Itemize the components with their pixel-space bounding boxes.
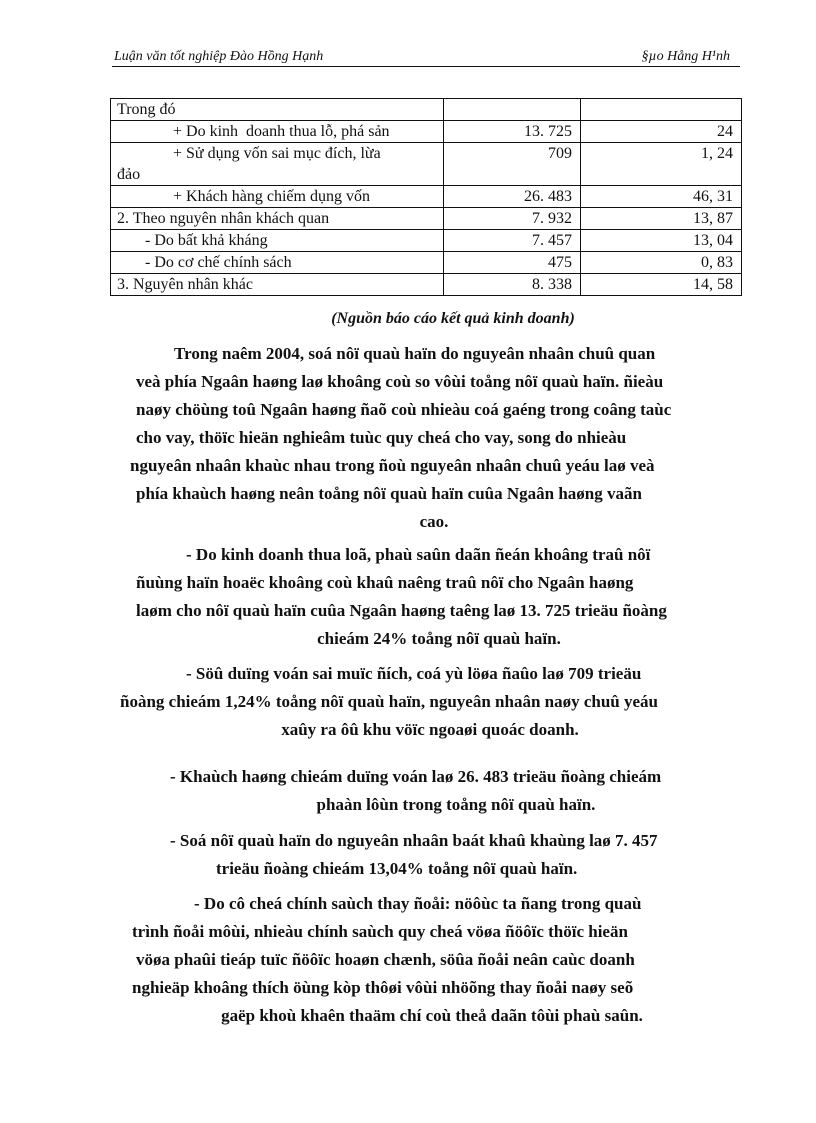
text-line: ñuùng haïn hoaëc khoâng coù khaû naêng traû nôï cho Ngaân haøng bbox=[136, 573, 634, 592]
text-line: xaûy ra ôû khu vöïc ngoaøi quoác doanh. bbox=[281, 720, 579, 739]
text-line: phaàn lôùn trong toång nôï quaù haïn. bbox=[316, 795, 596, 814]
table-cell-label: - Do cơ chế chính sách bbox=[111, 252, 444, 274]
text-line: - Do kinh doanh thua loã, phaù saûn daãn ñeán khoâng traû nôï bbox=[186, 545, 651, 564]
paragraph-misuse bbox=[120, 660, 740, 744]
text-line: trieäu ñoàng chieám 13,04% toång nôï quaù haïn. bbox=[216, 859, 578, 878]
table-cell-label: - Do bất khả kháng bbox=[111, 230, 444, 252]
table-row bbox=[111, 121, 742, 143]
table-cell-value: 7. 932 bbox=[444, 208, 581, 230]
table-cell-percent: 24 bbox=[581, 121, 742, 143]
table-row bbox=[111, 274, 742, 296]
table-cell-value: 709 bbox=[444, 143, 581, 186]
text-line: gaëp khoù khaên thaäm chí coù theå daãn tôùi phaù saûn. bbox=[221, 1006, 643, 1025]
table-row bbox=[111, 230, 742, 252]
table-cell-percent: 14, 58 bbox=[581, 274, 742, 296]
header-right-text: §µo Hång H¹nh bbox=[641, 49, 730, 64]
text-line: vöøa phaûi tieáp tuïc ñöôïc hoaøn chænh, söûa ñoåi neân caùc doanh bbox=[136, 950, 635, 969]
paragraph-business-loss bbox=[136, 541, 742, 653]
text-line: - Soá nôï quaù haïn do nguyeân nhaân baát khaû khaùng laø 7. 457 bbox=[170, 831, 658, 850]
overdue-debt-table bbox=[110, 98, 742, 296]
table-cell-value bbox=[444, 99, 581, 121]
table-cell-label: 2. Theo nguyên nhân khách quan bbox=[111, 208, 444, 230]
text-line: nghieäp khoâng thích öùng kòp thôøi vôùi nhöõng thay ñoåi naøy seõ bbox=[132, 978, 634, 997]
table-cell-value: 7. 457 bbox=[444, 230, 581, 252]
table-row bbox=[111, 143, 742, 186]
text-line: chieám 24% toång nôï quaù haïn. bbox=[317, 629, 561, 648]
table-cell-label: + Khách hàng chiếm dụng vốn bbox=[111, 186, 444, 208]
table-cell-value: 26. 483 bbox=[444, 186, 581, 208]
table-cell-percent: 13, 87 bbox=[581, 208, 742, 230]
paragraph-summary bbox=[130, 340, 738, 536]
text-line: naøy chöùng toû Ngaân haøng ñaõ coù nhieàu coá gaéng trong coâng taùc bbox=[136, 400, 672, 419]
text-line: - Khaùch haøng chieám duïng voán laø 26. 483 trieäu ñoàng chieám bbox=[170, 767, 662, 786]
table-cell-label bbox=[111, 143, 444, 186]
text-line: trình ñoåi môùi, nhieàu chính saùch quy cheá vöøa ñöôïc thöïc hieän bbox=[132, 922, 628, 941]
page-header bbox=[112, 47, 740, 67]
table-cell-label-line: + Sử dụng vốn sai mục đích, lừa bbox=[117, 145, 381, 162]
text-line: ñoàng chieám 1,24% toång nôï quaù haïn, nguyeân nhaân naøy chuû yeáu bbox=[120, 692, 659, 711]
table-cell-percent: 1, 24 bbox=[581, 143, 742, 186]
source-note: (Nguồn báo cáo kết quả kinh doanh) bbox=[331, 310, 575, 327]
text-line: laøm cho nôï quaù haïn cuûa Ngaân haøng taêng laø 13. 725 trieäu ñoàng bbox=[136, 601, 667, 620]
text-line: cho vay, thöïc hieän nghieâm tuùc quy cheá cho vay, song do nhieàu bbox=[136, 428, 627, 447]
header-left-text: Luận văn tốt nghiệp Đào Hồng Hạnh bbox=[114, 49, 324, 64]
table-cell-label-line: đảo bbox=[117, 166, 141, 183]
text-line: - Söû duïng voán sai muïc ñích, coá yù löøa ñaûo laø 709 trieäu bbox=[186, 664, 642, 683]
paragraph-policy-change bbox=[132, 890, 732, 1030]
table-cell-percent: 46, 31 bbox=[581, 186, 742, 208]
table-cell-percent: 13, 04 bbox=[581, 230, 742, 252]
text-line: nguyeân nhaân khaùc nhau trong ñoù nguyeân nhaân chuû yeáu laø veà bbox=[130, 456, 655, 475]
table-cell-percent bbox=[581, 99, 742, 121]
text-line: phía khaùch haøng neân toång nôï quaù haïn cuûa Ngaân haøng vaãn bbox=[136, 484, 642, 503]
text-line: cao. bbox=[419, 512, 449, 531]
table-cell-label: 3. Nguyên nhân khác bbox=[111, 274, 444, 296]
paragraph-force-majeure bbox=[170, 827, 742, 883]
text-line: - Do cô cheá chính saùch thay ñoåi: nöôùc ta ñang trong quaù bbox=[194, 894, 642, 913]
table-row bbox=[111, 252, 742, 274]
text-line: veà phía Ngaân haøng laø khoâng coù so vôùi toång nôï quaù haïn. ñieàu bbox=[136, 372, 664, 391]
paragraph-appropriation bbox=[170, 763, 742, 819]
table-cell-value: 475 bbox=[444, 252, 581, 274]
table-cell-percent: 0, 83 bbox=[581, 252, 742, 274]
table-cell-label: + Do kinh doanh thua lỗ, phá sản bbox=[111, 121, 444, 143]
table-cell-value: 13. 725 bbox=[444, 121, 581, 143]
table-row bbox=[111, 208, 742, 230]
header-rule bbox=[112, 66, 740, 67]
text-line: Trong naêm 2004, soá nôï quaù haïn do nguyeân nhaân chuû quan bbox=[174, 344, 656, 363]
table-cell-value: 8. 338 bbox=[444, 274, 581, 296]
table-row bbox=[111, 186, 742, 208]
table-cell-label: Trong đó bbox=[111, 99, 444, 121]
table-row bbox=[111, 99, 742, 121]
